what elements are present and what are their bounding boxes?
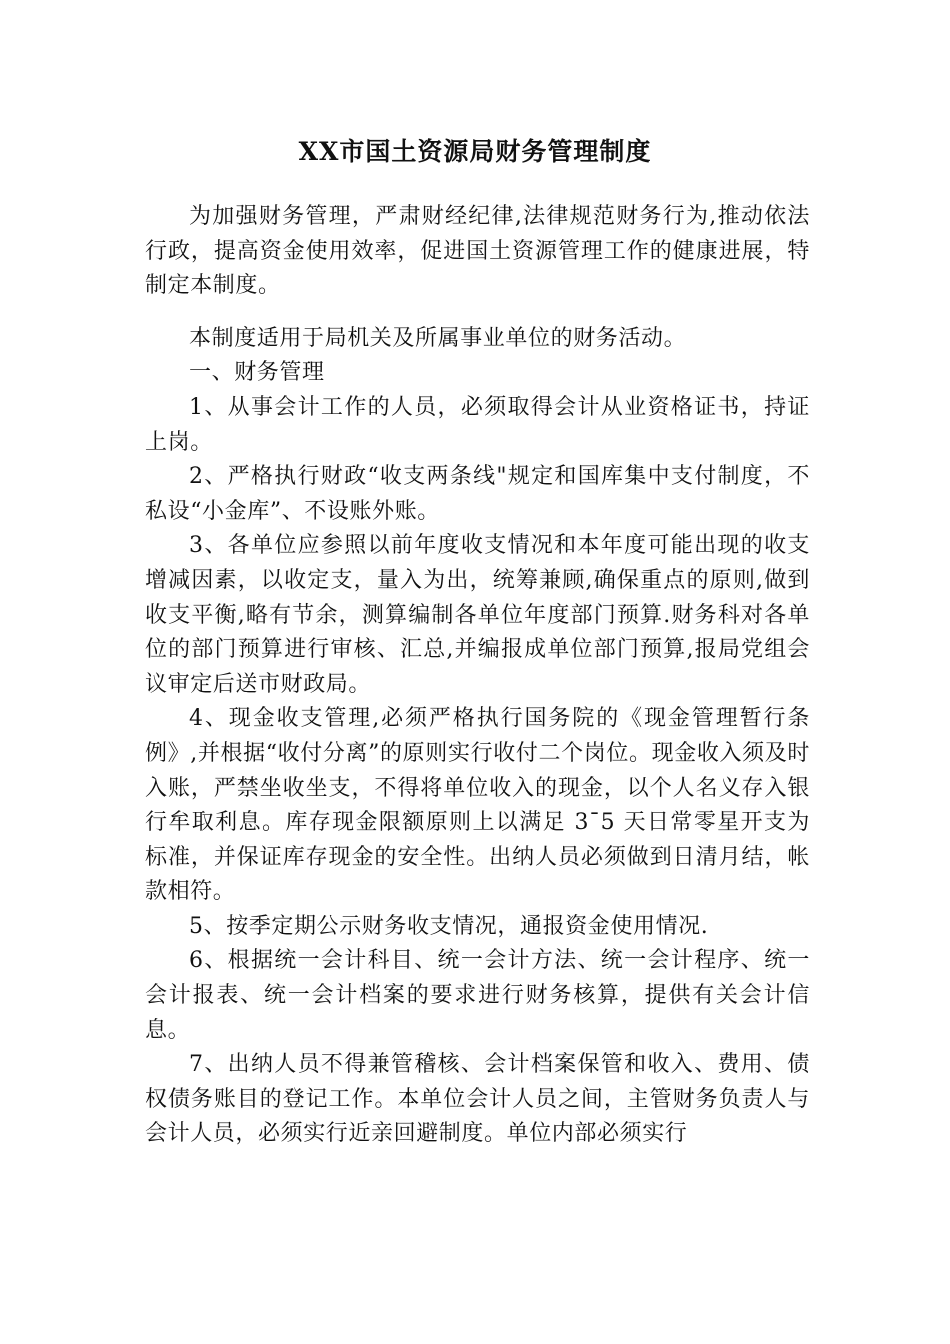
section-heading: 一、财务管理 (189, 360, 325, 386)
clause-1: 1、从事会计工作的人员，必须取得会计从业资格证书，持证上岗。 (145, 394, 810, 455)
document-title: XX市国土资源局财务管理制度 (298, 137, 652, 166)
clause-6: 6、根据统一会计科目、统一会计方法、统一会计程序、统一会计报表、统一会计档案的要求进行财务核算，提供有关会计信息。 (145, 948, 810, 1043)
clause-4: 4、现金收支管理,必须严格执行国务院的《现金管理暂行条例》,并根据“收付分离”的原则实行收付二个岗位。现金收入须及时入账，严禁坐收坐支，不得将单位收入的现金，以个人名义存入银行牟取利息。库存现金限额原则上以满足 3¯5 天日常零星开支为标准，并保证库存现金的安全性。出纳人员必须做到日清月结，帐款相符。 (145, 706, 810, 905)
clause-7: 7、出纳人员不得兼管稽核、会计档案保管和收入、费用、债权债务账目的登记工作。本单位会计人员之间，主管财务负责人与会计人员，必须实行近亲回避制度。单位内部必须实行 (145, 1052, 810, 1147)
clause-3: 3、各单位应参照以前年度收支情况和本年度可能出现的收支增减因素，以收定支，量入为出，统筹兼顾,确保重点的原则,做到收支平衡,略有节余，测算编制各单位年度部门预算.财务科对各单位的部门预算进行审核、汇总,并编报成单位部门预算,报局党组会议审定后送市财政局。 (145, 533, 810, 697)
document-body (145, 200, 810, 1152)
scope-paragraph: 本制度适用于局机关及所属事业单位的财务活动。 (189, 325, 687, 351)
clause-5: 5、按季定期公示财务收支情况，通报资金使用情况. (189, 913, 709, 939)
clause-2: 2、严格执行财政“收支两条线"规定和国库集中支付制度，不私设“小金库”、不设账外账。 (145, 464, 810, 524)
intro-paragraph: 为加强财务管理，严肃财经纪律,法律规范财务行为,推动依法行政，提高资金使用效率，促进国土资源管理工作的健康进展，特制定本制度。 (145, 204, 810, 299)
